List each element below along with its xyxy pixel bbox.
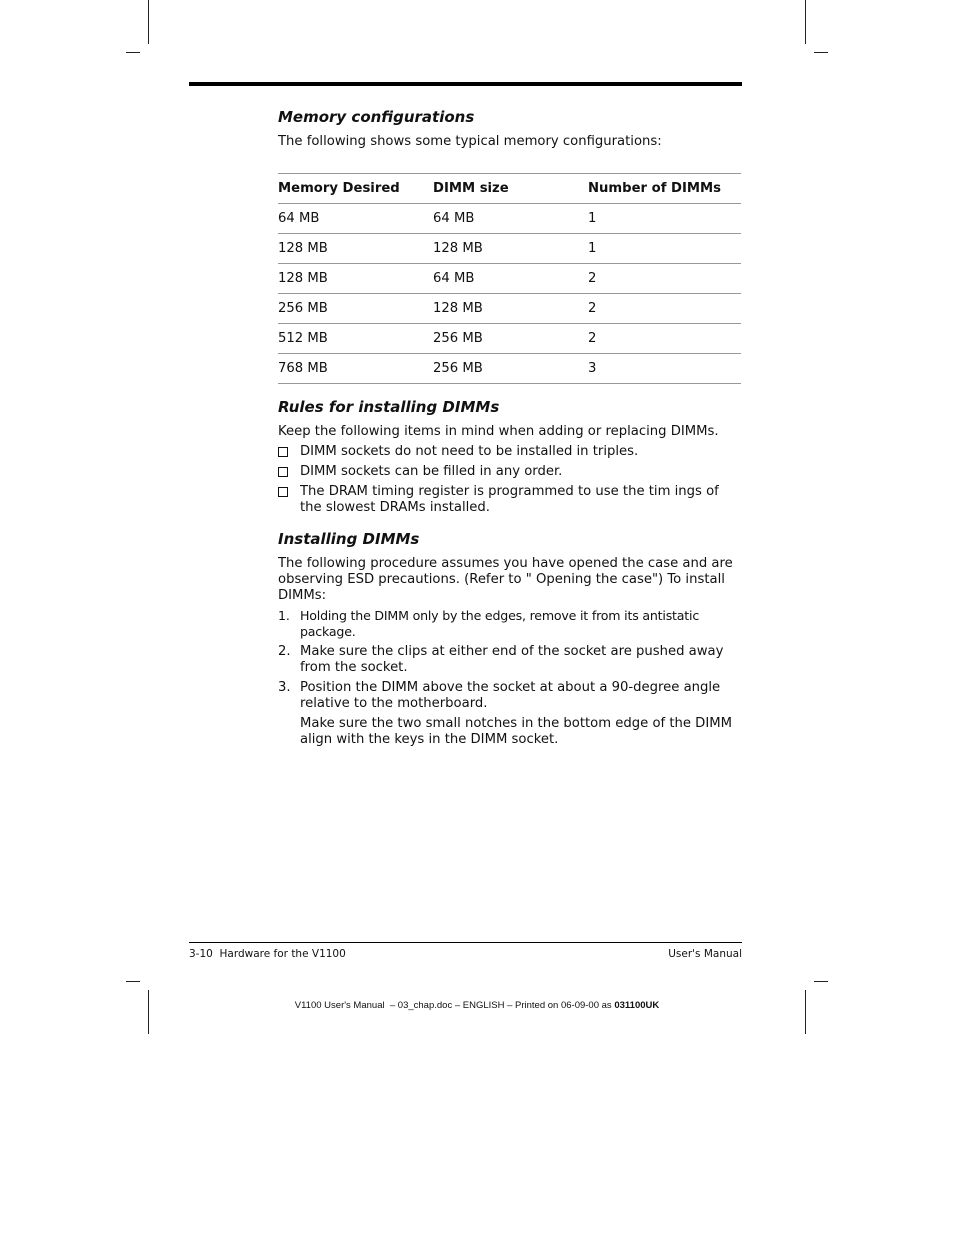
header-rule (189, 82, 742, 86)
memory-config-intro: The following shows some typical memory configurations: (278, 134, 662, 149)
installing-intro: The following procedure assumes you have opened the case and are observing ESD precautions. (Refer to " Opening the case") To install DIMMs: (278, 556, 733, 603)
table-cell: 128 MB (278, 271, 328, 286)
list-item: 2. Make sure the clips at either end of the socket are pushed away from the socket. (278, 644, 724, 675)
table-cell: 3 (588, 361, 597, 376)
crop-mark (814, 981, 828, 982)
footer-rule (189, 942, 742, 943)
table-cell: 2 (588, 301, 597, 316)
crop-mark (814, 52, 828, 53)
column-header: Number of DIMMs (588, 181, 721, 196)
table-row (278, 264, 741, 294)
rules-list (278, 444, 741, 516)
column-header: Memory Desired (278, 181, 400, 196)
memory-config-heading: Memory configurations (278, 108, 475, 126)
table-row (278, 354, 741, 384)
table-cell: 64 MB (433, 211, 475, 226)
crop-mark (126, 52, 140, 53)
checkbox-bullet-icon (278, 447, 288, 457)
rules-intro: Keep the following items in mind when adding or replacing DIMMs. (278, 424, 719, 439)
print-info-text: V1100 User's Manual – 03_chap.doc – ENGLISH – Printed on 06-09-00 as (294, 1000, 615, 1011)
table-cell: 256 MB (278, 301, 328, 316)
table-cell: 128 MB (278, 241, 328, 256)
table-cell: 2 (588, 331, 597, 346)
print-info-line (0, 1000, 954, 1011)
table-row (278, 234, 741, 264)
footer-page-label: 3-10 Hardware for the V1100 (189, 948, 346, 960)
installing-note: Make sure the two small notches in the bottom edge of the DIMM align with the keys in the DIMM socket. (300, 716, 732, 747)
table-cell: 64 MB (278, 211, 320, 226)
crop-mark (126, 981, 140, 982)
table-cell: 2 (588, 271, 597, 286)
table-row (278, 204, 741, 234)
footer-manual-label: User's Manual (668, 948, 742, 960)
installing-heading: Installing DIMMs (278, 530, 420, 548)
crop-mark (148, 990, 149, 1034)
page-content (278, 108, 741, 748)
installing-steps (278, 608, 741, 712)
table-header-row (278, 174, 741, 204)
table-cell: 1 (588, 241, 597, 256)
checkbox-bullet-icon (278, 487, 288, 497)
table-cell: 128 MB (433, 241, 483, 256)
table-cell: 64 MB (433, 271, 475, 286)
memory-config-table (278, 173, 741, 384)
column-header: DIMM size (433, 181, 509, 196)
checkbox-bullet-icon (278, 467, 288, 477)
list-item: 3. Position the DIMM above the socket at about a 90-degree angle relative to the motherboard. (278, 680, 721, 711)
list-item: DIMM sockets can be filled in any order. (278, 464, 741, 480)
crop-mark (805, 0, 806, 44)
print-info-code: 031100UK (614, 1000, 660, 1011)
table-row (278, 294, 741, 324)
crop-mark (148, 0, 149, 44)
table-cell: 768 MB (278, 361, 328, 376)
table-cell: 256 MB (433, 361, 483, 376)
crop-mark (805, 990, 806, 1034)
list-item: The DRAM timing register is programmed to use the tim ings of the slowest DRAMs installed. (278, 484, 741, 516)
table-cell: 128 MB (433, 301, 483, 316)
table-row (278, 324, 741, 354)
table-cell: 1 (588, 211, 597, 226)
list-item: DIMM sockets do not need to be installed in triples. (278, 444, 741, 460)
table-cell: 256 MB (433, 331, 483, 346)
table-cell: 512 MB (278, 331, 328, 346)
rules-heading: Rules for installing DIMMs (278, 398, 500, 416)
list-item: 1. Holding the DIMM only by the edges, remove it from its antistatic package. (278, 608, 700, 639)
